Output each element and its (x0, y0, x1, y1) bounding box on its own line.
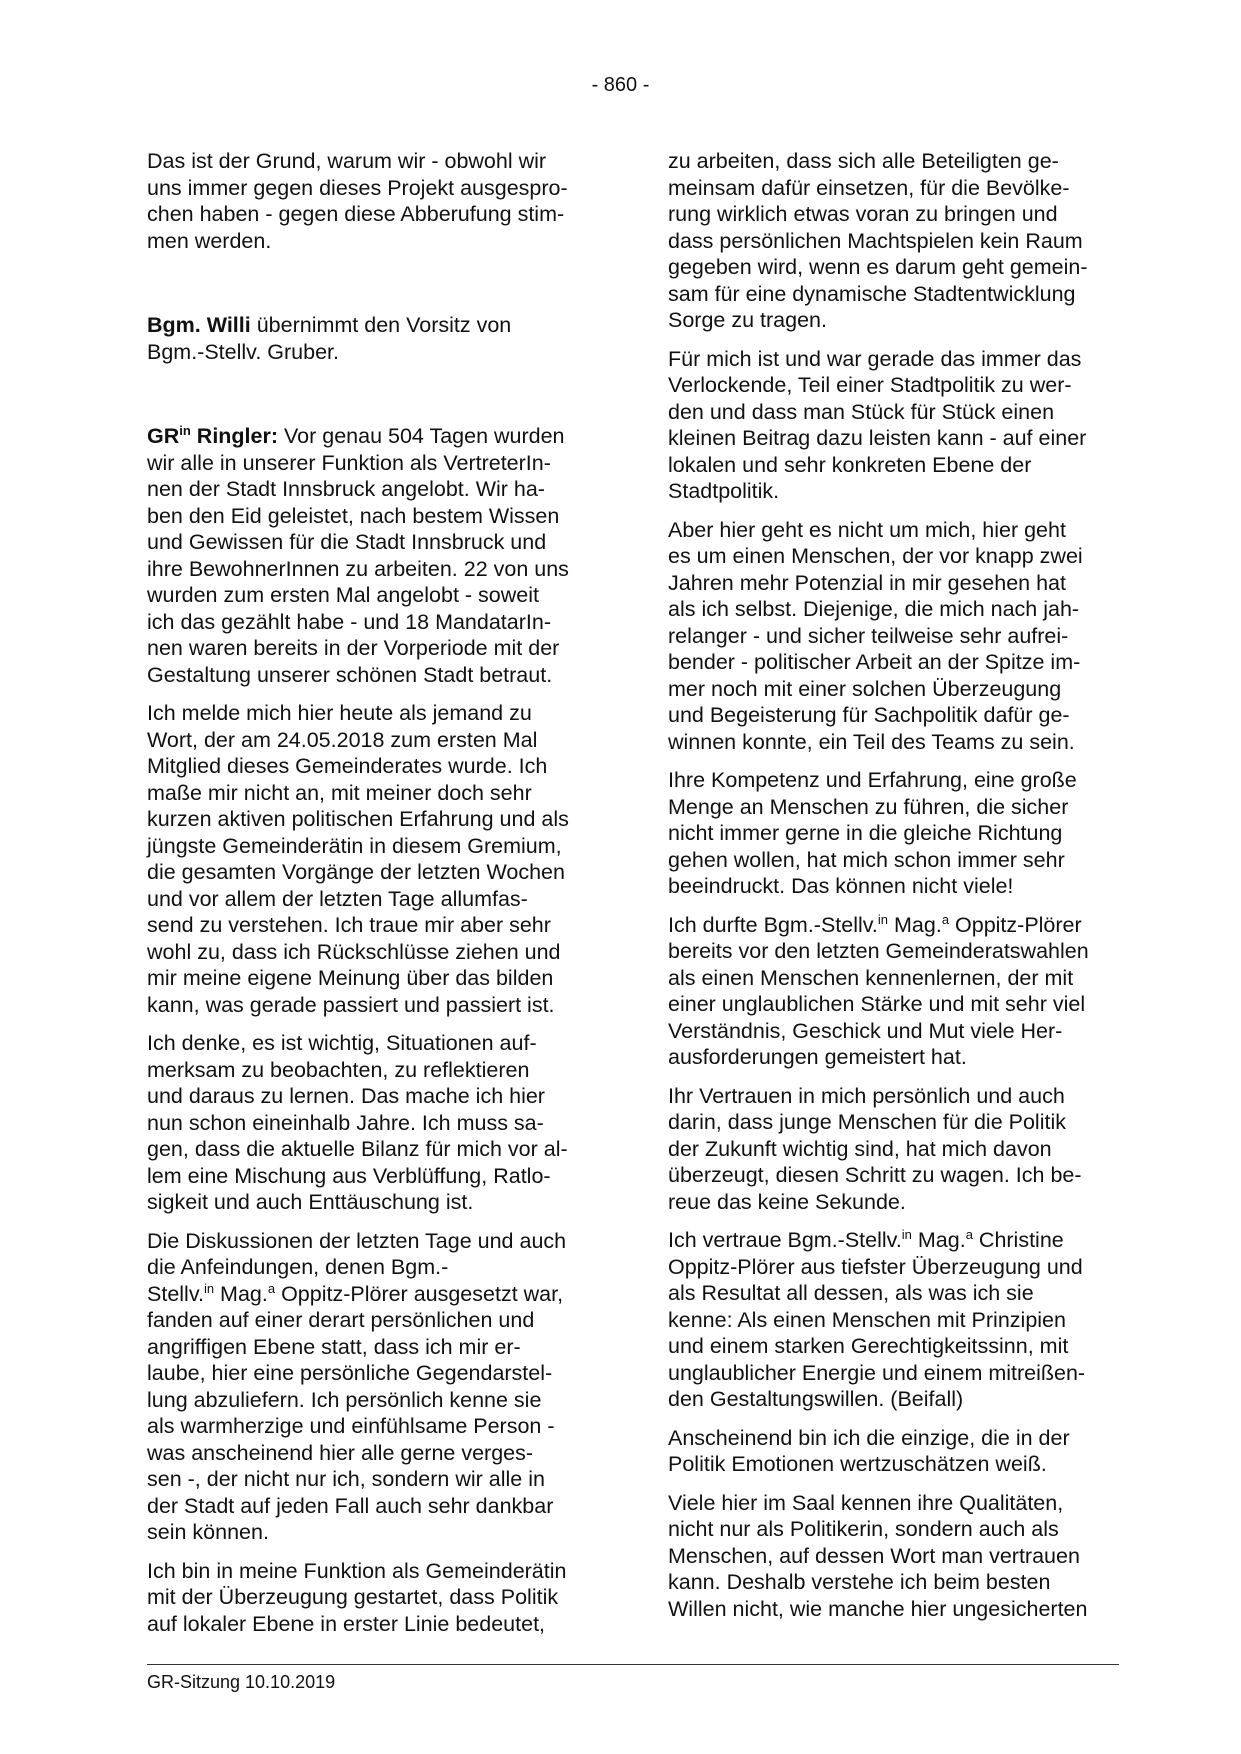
paragraph (668, 767, 1120, 900)
text-line: es um einen Menschen, der vor knapp zwei (668, 544, 1083, 568)
footer-divider (147, 1664, 1119, 1665)
text-line: nicht immer gerne in die gleiche Richtung (668, 821, 1063, 845)
text-line: Gestaltung unserer schönen Stadt betraut. (147, 662, 553, 687)
text-line: kurzen aktiven politischen Erfahrung und als (147, 807, 569, 831)
text-line: Ich denke, es ist wichtig, Situationen auf- (147, 1031, 537, 1055)
paragraph (668, 148, 1120, 334)
text-line: und Gewissen für die Stadt Innsbruck und (147, 530, 547, 554)
text-line: sen -, der nicht nur ich, sondern wir alle in (147, 1467, 545, 1491)
text-line: Ich bin in meine Funktion als Gemeinderätin (147, 1558, 567, 1583)
text-line: Sorge zu tragen. (668, 308, 827, 332)
text-line: ben den Eid geleistet, nach bestem Wissen (147, 503, 560, 528)
text-line: und vor allem der letzten Tage allumfas- (147, 886, 528, 911)
text-line: meinsam dafür einsetzen, für die Bevölke- (668, 175, 1070, 200)
paragraph (668, 346, 1120, 505)
text-line: gehen wollen, hat mich schon immer sehr (668, 847, 1065, 872)
text-line: als ich selbst. Diejenige, die mich nach jah- (668, 597, 1080, 621)
text-line: merksam zu beobachten, zu reflektieren (147, 1057, 530, 1082)
text-line: und daraus zu lernen. Das mache ich hier (147, 1084, 545, 1108)
text-line: mir meine eigene Meinung über das bilden (147, 966, 554, 990)
text-line: winnen konnte, ein Teil des Teams zu sein. (668, 729, 1075, 754)
text-line: uns immer gegen dieses Projekt ausgespro- (147, 175, 568, 200)
text-line: lem eine Mischung aus Verblüffung, Ratlo- (147, 1163, 551, 1188)
speaker-name: Bgm. Willi (147, 313, 251, 337)
text-line: als warmherzige und einfühlsame Person - (147, 1414, 555, 1438)
text-line: Die Diskussionen der letzten Tage und auch (147, 1228, 567, 1253)
paragraph (668, 517, 1120, 756)
text-line: wurden zum ersten Mal angelobt - soweit (147, 583, 539, 607)
page-number: - 860 - (591, 74, 650, 96)
text-line: und Begeisterung für Sachpolitik dafür ge- (668, 703, 1070, 727)
paragraph (668, 912, 1120, 1071)
text-line: kann. Deshalb verstehe ich beim besten (668, 1570, 1051, 1594)
text-line: Willen nicht, wie manche hier ungesicherten (668, 1596, 1088, 1621)
text-line: men werden. (147, 228, 272, 253)
left-column (147, 148, 599, 1649)
text-line: Das ist der Grund, warum wir - obwohl wir (147, 149, 547, 173)
text-line: gen, dass die aktuelle Bilanz für mich vor al- (147, 1137, 568, 1161)
speaker-name: $GR^{in}$ Ringler: (147, 423, 279, 448)
text-line: kenne: Als einen Menschen mit Prinzipien (668, 1307, 1066, 1332)
text-line: nun schon eineinhalb Jahre. Ich muss sa- (147, 1110, 544, 1135)
text-line: Wort, der am 24.05.2018 zum ersten Mal (147, 727, 538, 752)
text-line: wir alle in unserer Funktion als VertreterIn- (147, 450, 551, 475)
footer-session-label: GR-Sitzung 10.10.2019 (147, 1672, 336, 1692)
text-line: der Zukunft wichtig sind, hat mich davon (668, 1136, 1052, 1161)
text-line: nen waren bereits in der Vorperiode mit der (147, 636, 560, 660)
text-line: und einem starken Gerechtigkeitssinn, mit (668, 1334, 1069, 1358)
paragraph (147, 1228, 599, 1546)
text-line: Ihre Kompetenz und Erfahrung, eine große (668, 768, 1077, 792)
paragraph (147, 148, 599, 254)
text-line: mer noch mit einer solchen Überzeugung (668, 676, 1062, 701)
text-line: bender - politischer Arbeit an der Spitze im- (668, 650, 1081, 674)
text-line: jüngste Gemeinderätin in diesem Gremium, (147, 833, 562, 858)
text-line: Stadtpolitik. (668, 479, 780, 503)
text-line: den Gestaltungswillen. (Beifall) (668, 1387, 964, 1411)
paragraph (147, 700, 599, 1018)
text-line: die gesamten Vorgänge der letzten Wochen (147, 860, 565, 884)
paragraph (147, 1030, 599, 1216)
text-line: Anscheinend bin ich die einzige, die in der (668, 1425, 1070, 1450)
paragraph (668, 1227, 1120, 1413)
text-line: chen haben - gegen diese Abberufung stim- (147, 202, 565, 226)
text-line: ausforderungen gemeistert hat. (668, 1045, 967, 1069)
text-line: ihre BewohnerInnen zu arbeiten. 22 von uns (147, 556, 569, 581)
text-line: mit der Überzeugung gestartet, dass Politik (147, 1585, 559, 1609)
text-line: laube, hier eine persönliche Gegendarstel- (147, 1361, 553, 1385)
text-line: send zu verstehen. Ich traue mir aber sehr (147, 913, 551, 937)
text-line: den und dass man Stück für Stück einen (668, 399, 1055, 424)
text-line: Ich durfte Bgm.-Stellv.$^{in}$ Mag.$^a$ Oppitz-Plörer (668, 911, 1082, 937)
text-line: dass persönlichen Machtspielen kein Raum (668, 228, 1083, 253)
text-line: Verlockende, Teil einer Stadtpolitik zu wer- (668, 373, 1072, 397)
text-line: sigkeit und auch Enttäuschung ist. (147, 1190, 474, 1214)
text-line: darin, dass junge Menschen für die Politik (668, 1110, 1066, 1134)
text-line: beeindruckt. Das können nicht viele! (668, 874, 1014, 898)
text-line: Bgm.-Stellv. Gruber. (147, 339, 339, 364)
text-line: was anscheinend hier alle gerne verges- (147, 1440, 534, 1465)
text-line: reue das keine Sekunde. (668, 1189, 906, 1214)
text-line: Für mich ist und war gerade das immer das (668, 346, 1082, 371)
text-line: einer unglaublichen Stärke und mit sehr viel (668, 992, 1086, 1016)
text-line: Verständnis, Geschick und Mut viele Her- (668, 1018, 1063, 1043)
right-column (668, 148, 1120, 1634)
text-line: Ich melde mich hier heute als jemand zu (147, 701, 532, 725)
text-line: sam für eine dynamische Stadtentwicklung (668, 281, 1076, 306)
text-line: gegeben wird, wenn es darum geht gemein- (668, 255, 1088, 279)
paragraph (668, 1425, 1120, 1478)
text-line: wohl zu, dass ich Rückschlüsse ziehen und (147, 939, 561, 964)
text-line: nen der Stadt Innsbruck angelobt. Wir ha- (147, 477, 545, 501)
text-line: sein können. (147, 1520, 269, 1544)
text-line: bereits vor den letzten Gemeinderatswahlen (668, 939, 1089, 963)
text-fragment: Vor genau 504 Tagen wurden (278, 424, 565, 448)
text-line: fanden auf einer derart persönlichen und (147, 1308, 535, 1332)
text-line: zu arbeiten, dass sich alle Beteiligten ge- (668, 149, 1059, 173)
text-line: nicht nur als Politikerin, sondern auch als (668, 1517, 1059, 1541)
text-line: rung wirklich etwas voran zu bringen und (668, 202, 1058, 226)
text-line: Aber hier geht es nicht um mich, hier geht (668, 517, 1066, 542)
text-line: angriffigen Ebene statt, dass ich mir er- (147, 1334, 521, 1359)
text-line: als Resultat all dessen, als was ich sie (668, 1281, 1034, 1305)
text-line: Viele hier im Saal kennen ihre Qualitäten, (668, 1490, 1064, 1515)
text-fragment: übernimmt den Vorsitz von (250, 313, 512, 337)
paragraph (668, 1083, 1120, 1216)
paragraph (147, 1558, 599, 1638)
text-line: kann, was gerade passiert und passiert ist. (147, 992, 555, 1017)
text-line: Menschen, auf dessen Wort man vertrauen (668, 1543, 1080, 1568)
text-line: Jahren mehr Potenzial in mir gesehen hat (668, 570, 1066, 595)
text-line: Oppitz-Plörer aus tiefster Überzeugung und (668, 1254, 1083, 1279)
text-line: kleinen Beitrag dazu leisten kann - auf einer (668, 426, 1087, 450)
text-line: unglaublicher Energie und einem mitreißen- (668, 1360, 1086, 1385)
text-line: lung abzuliefern. Ich persönlich kenne sie (147, 1387, 542, 1412)
text-line: Mitglied dieses Gemeinderates wurde. Ich (147, 754, 548, 778)
chair-change-paragraph (147, 312, 599, 365)
text-line: ich das gezählt habe - und 18 MandatarIn- (147, 609, 551, 634)
text-line: Stellv.$^{in}$ Mag.$^a$ Oppitz-Plörer ausgesetzt war, (147, 1280, 564, 1306)
speech-paragraph (147, 423, 599, 688)
text-line: überzeugt, diesen Schritt zu wagen. Ich be- (668, 1163, 1082, 1187)
text-line: Ich vertraue Bgm.-Stellv.$^{in}$ Mag.$^a$ Christine (668, 1227, 1064, 1252)
text-line: der Stadt auf jeden Fall auch sehr dankbar (147, 1493, 554, 1518)
text-line: Politik Emotionen wertzuschätzen weiß. (668, 1452, 1047, 1476)
text-line: maße mir nicht an, mit meiner doch sehr (147, 780, 532, 805)
text-line: als einen Menschen kennenlernen, der mit (668, 965, 1074, 990)
text-line: Menge an Menschen zu führen, die sicher (668, 794, 1069, 819)
text-line: die Anfeindungen, denen Bgm.- (147, 1255, 449, 1279)
text-line: lokalen und sehr konkreten Ebene der (668, 452, 1032, 477)
text-line: relanger - und sicher teilweise sehr aufrei- (668, 623, 1069, 648)
paragraph (668, 1490, 1120, 1623)
text-line: Ihr Vertrauen in mich persönlich und auch (668, 1083, 1065, 1108)
text-line: auf lokaler Ebene in erster Linie bedeutet, (147, 1611, 546, 1636)
